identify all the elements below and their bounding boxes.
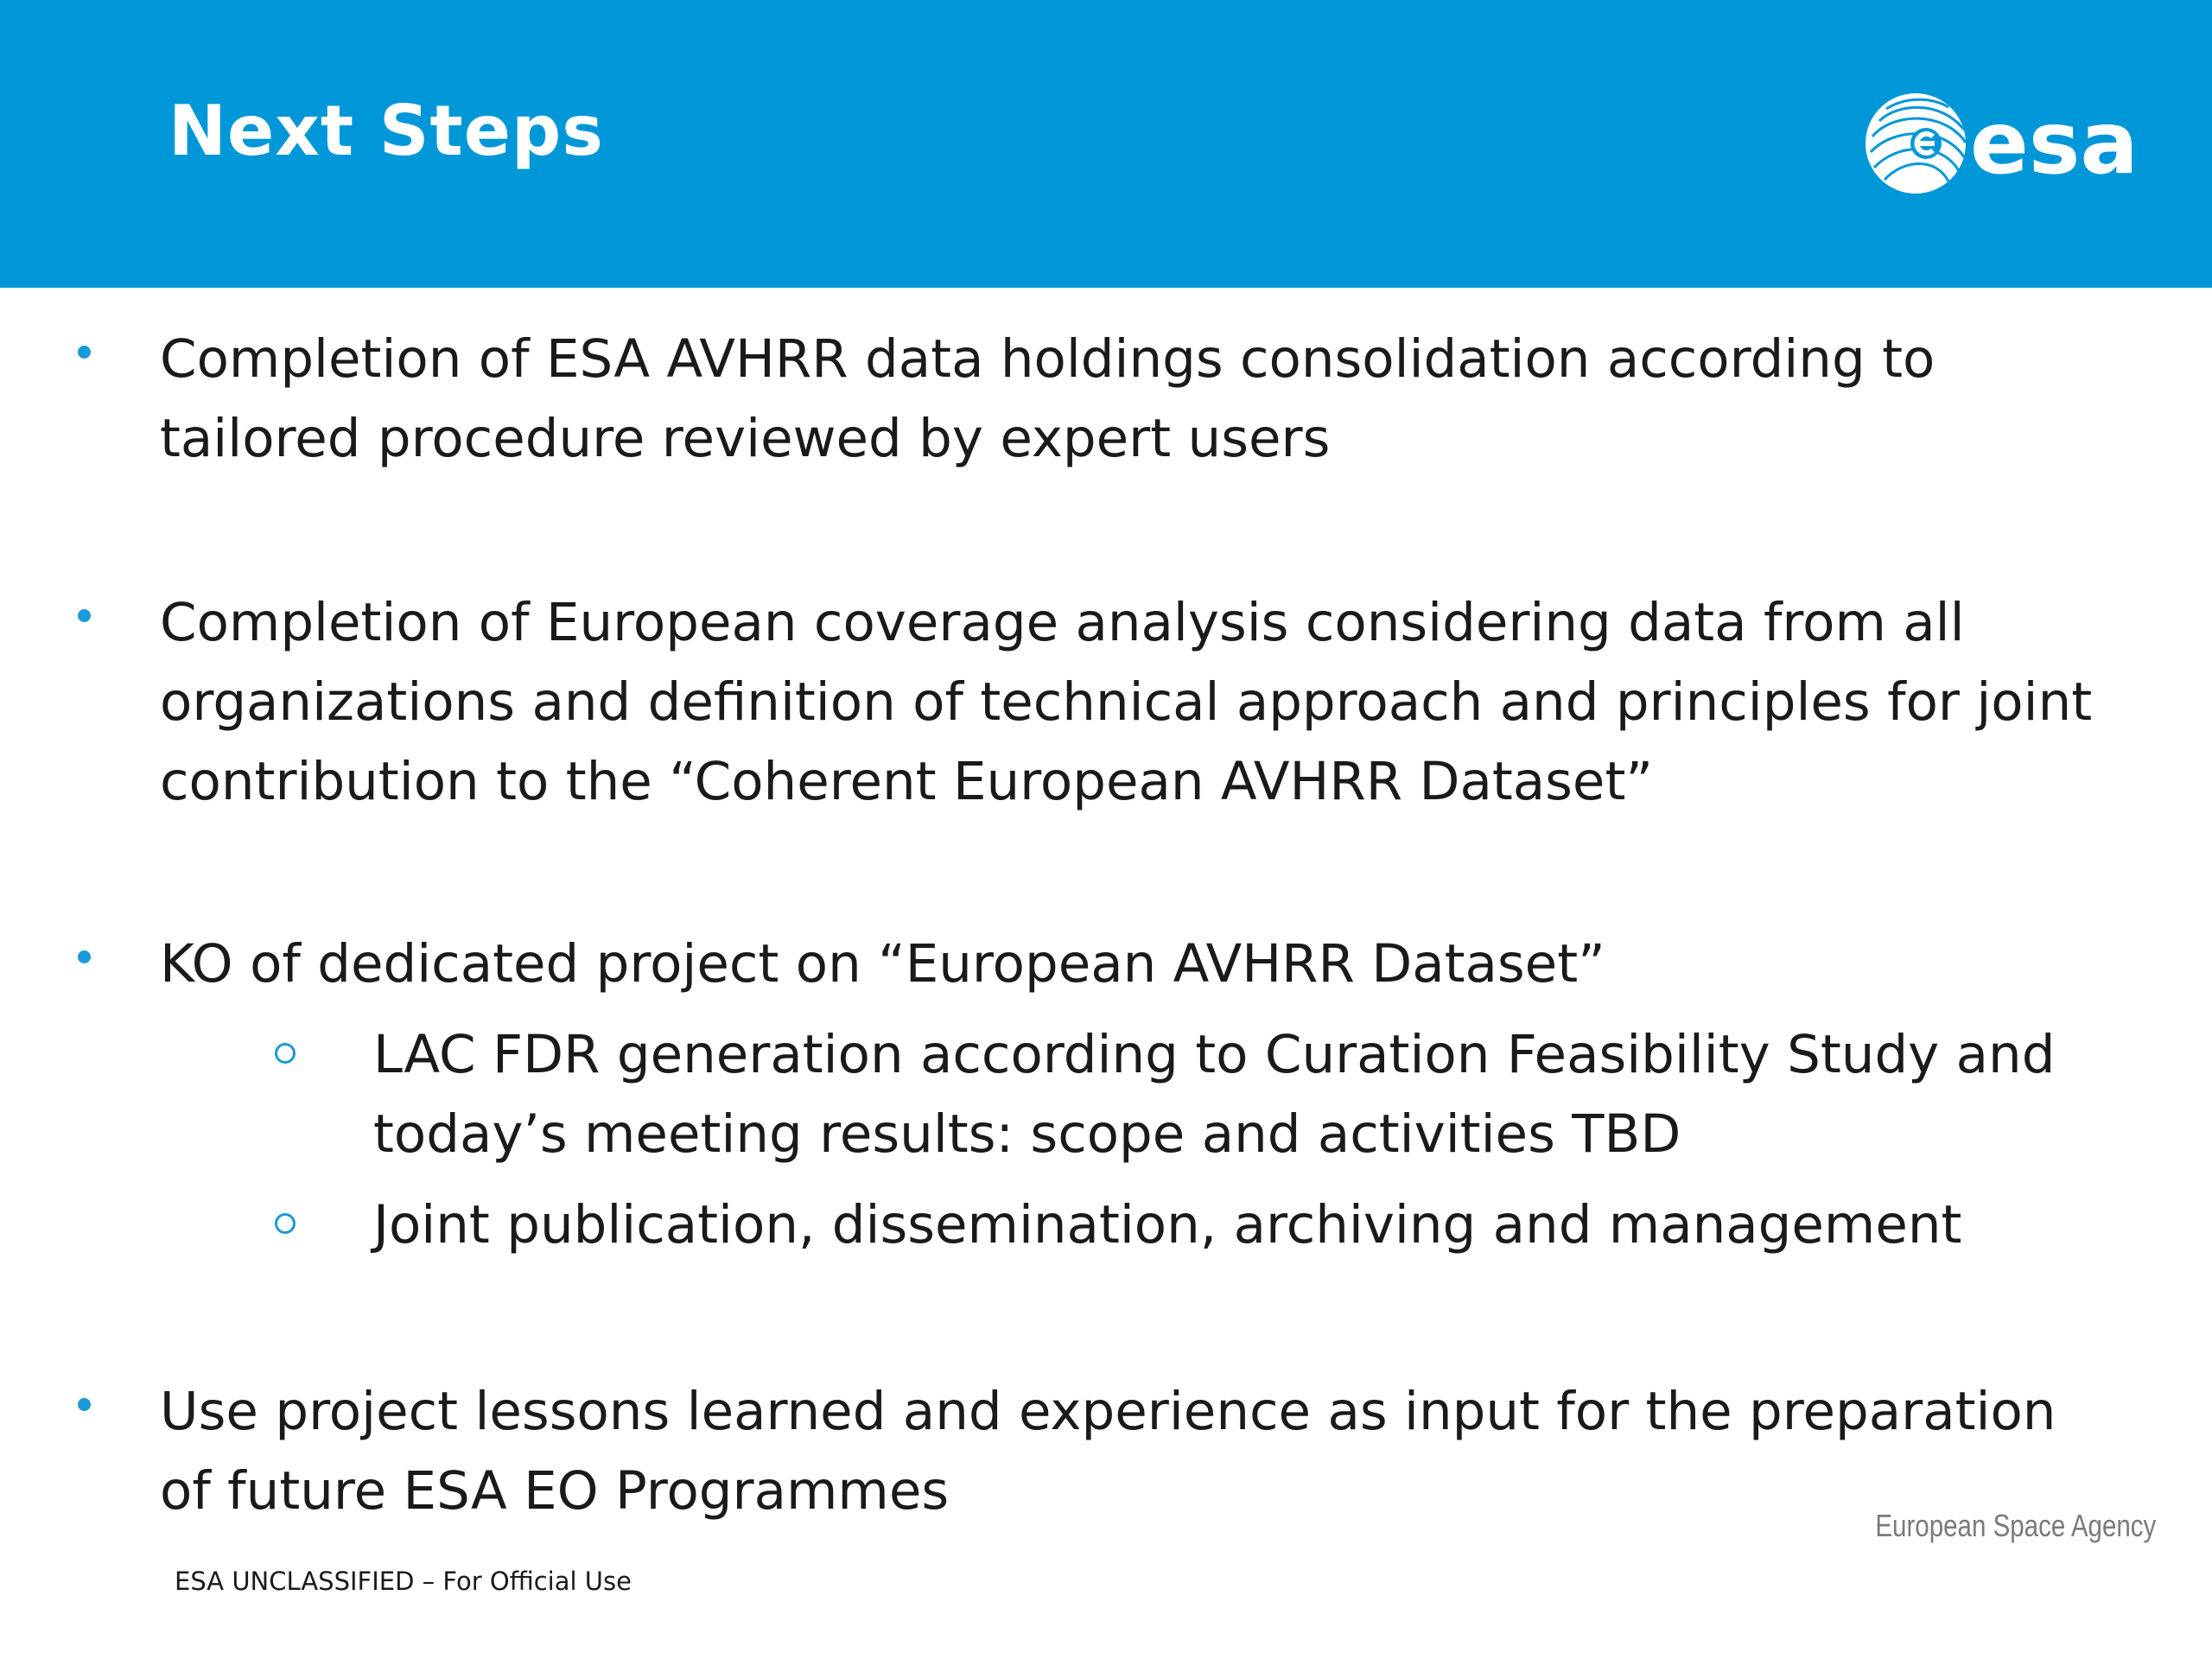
bullet-text: Completion of European coverage analysis considering data from all organizations and definition of technical approach and principles for joint contribution to the “Coherent European AVHRR Dataset”: [160, 592, 2093, 812]
bullet-icon: [78, 609, 91, 622]
bullet-icon: [78, 1398, 91, 1411]
esa-logo: [1862, 86, 2156, 199]
bullet-icon: [78, 346, 91, 359]
bullet-text: Use project lessons learned and experience as input for the preparation of future ESA EO Programmes: [160, 1381, 2056, 1522]
circle-bullet-icon: [275, 1213, 296, 1234]
bullet-icon: [78, 950, 91, 963]
esa-swirl-icon: [1866, 93, 1966, 194]
svg-text:esa: esa: [1970, 92, 2139, 194]
header-banner: [0, 0, 2212, 288]
bullet-text: KO of dedicated project on “European AVHRR Dataset”: [160, 933, 1605, 995]
page-title: Next Steps: [168, 91, 604, 171]
classification-footer: ESA UNCLASSIFIED – For Official Use: [175, 1567, 632, 1596]
bullet-text: Completion of ESA AVHRR data holdings consolidation according to tailored procedure reviewed by expert users: [160, 328, 1936, 469]
sub-bullet-text: LAC FDR generation according to Curation Feasibility Study and today’s meeting results: scope and activities TBD: [373, 1024, 2056, 1165]
sub-bullet-text: Joint publication, dissemination, archiving and management: [373, 1194, 1962, 1255]
circle-bullet-icon: [275, 1043, 296, 1064]
agency-label: European Space Agency: [1875, 1508, 2156, 1543]
